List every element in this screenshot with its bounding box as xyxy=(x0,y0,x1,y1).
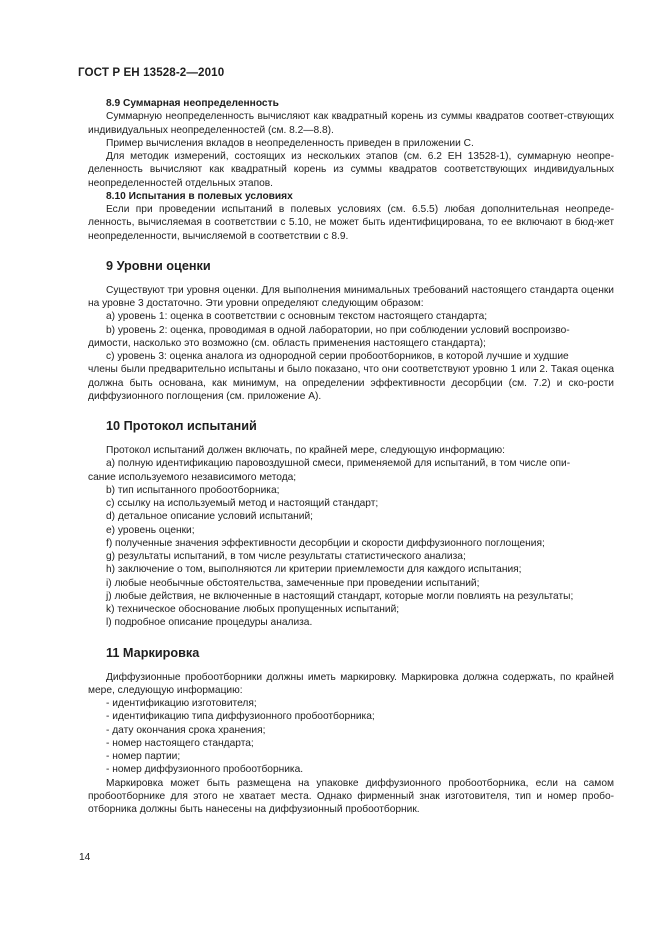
list-item-text: b) тип испытанного пробоотборника; xyxy=(106,484,280,496)
list-item-text: с) ссылку на используемый метод и настоящий стандарт; xyxy=(106,498,379,509)
section-9-title: 9 Уровни оценки xyxy=(106,258,211,273)
paragraph: Существуют три уровня оценки. Для выполнения минимальных требований настоящего стандарта оценки на уровне 3 достаточно. Эти уровни определяют следующим образом: xyxy=(88,284,614,309)
paragraph: Если при проведении испытаний в полевых условиях (см. 6.5.5) любая дополнительная неопреде-ленность, вычисляемая в соответствии с 5.10, не может быть идентифицирована, то ее включают в бюд-жет неопределенности, вычисляемой в соответствии с 8.9. xyxy=(88,204,614,242)
list-item-continuation: димости, насколько это возможно (см. область применения настоящего стандарта); xyxy=(88,337,486,349)
list-item: - номер партии; xyxy=(106,751,181,762)
list-item-text: е) уровень оценки; xyxy=(106,524,195,536)
paragraph: Для методик измерений, состоящих из нескольких этапов (см. 6.2 ЕН 13528-1), суммарную неопре-деленность вычисляют как квадратный корень из суммы квадратов соответствующих индивидуальных неопределенностей отдельных этапов. xyxy=(88,151,614,189)
list-item xyxy=(88,510,614,523)
list-item xyxy=(88,563,614,576)
list-item xyxy=(88,616,614,629)
list-item xyxy=(88,457,614,484)
list-item: - номер диффузионного пробоотборника. xyxy=(106,764,304,776)
list-item-text: f) полученные значения эффективности десорбции и скорости диффузионного поглощения; xyxy=(106,537,545,549)
document-body xyxy=(88,97,614,816)
list-item-text: а) полную идентификацию паровоздушной смеси, применяемой для испытаний, в том числе опи- xyxy=(106,458,571,470)
list-item: - идентификацию изготовителя; xyxy=(106,698,257,709)
list-item-text: k) техническое обоснование любых пропущенных испытаний; xyxy=(106,604,400,615)
list-item-text: с) уровень 3: оценка аналога из однородной серии пробоотборников, в которой лучшие и худшие xyxy=(106,351,569,362)
paragraph: Диффузионные пробоотборники должны иметь маркировку. Маркировка должна содержать, по крайней мере, следующую информацию: xyxy=(88,671,614,696)
list-item-text: l) подробное описание процедуры анализа. xyxy=(106,617,313,629)
list-item: - идентификацию типа диффузионного пробоотборника; xyxy=(106,711,375,723)
list-item xyxy=(88,537,614,550)
list-item xyxy=(88,524,614,537)
list-item-text: а) уровень 1: оценка в соответствии с основным текстом настоящего стандарта; xyxy=(106,311,488,323)
list-item xyxy=(88,350,614,403)
subsection-8-9-title: 8.9 Суммарная неопределенность xyxy=(106,98,279,109)
list-item-continuation: сание используемого независимого метода; xyxy=(88,471,297,483)
list-item xyxy=(88,497,614,510)
paragraph: Суммарную неопределенность вычисляют как квадратный корень из суммы квадратов соответ-ствующих индивидуальных неопределенностей (см. 8.2—8.8). xyxy=(88,111,614,136)
list-item xyxy=(88,324,614,351)
paragraph: Протокол испытаний должен включать, по крайней мере, следующую информацию: xyxy=(106,445,505,456)
document-header: ГОСТ Р ЕН 13528-2—2010 xyxy=(78,66,225,79)
page-number: 14 xyxy=(79,852,91,863)
list-item-text: b) уровень 2: оценка, проводимая в одной лаборатории, но при соблюдении условий воспроизво- xyxy=(106,324,570,336)
list-item-text: i) любые необычные обстоятельства, замеченные при проведении испытаний; xyxy=(106,577,480,589)
list-item-text: h) заключение о том, выполняются ли критерии приемлемости для каждого испытания; xyxy=(106,564,522,576)
paragraph: Пример вычисления вкладов в неопределенность приведен в приложении С. xyxy=(106,137,474,149)
list-item xyxy=(88,484,614,497)
section-10-title: 10 Протокол испытаний xyxy=(106,419,257,433)
subsection-8-10-title: 8.10 Испытания в полевых условиях xyxy=(106,190,293,202)
list-item: - номер настоящего стандарта; xyxy=(106,737,254,749)
list-item xyxy=(88,550,614,563)
list-item-text: d) детальное описание условий испытаний; xyxy=(106,511,313,523)
list-item-text: g) результаты испытаний, в том числе результаты статистического анализа; xyxy=(106,551,466,562)
section-11-title: 11 Маркировка xyxy=(106,645,200,660)
list-item xyxy=(88,310,614,323)
list-item xyxy=(88,577,614,590)
list-item xyxy=(88,590,614,603)
paragraph: Маркировка может быть размещена на упаковке диффузионного пробоотборника, если на самом пробоотборнике для этого не хватает места. Однако фирменный знак изготовителя, тип и номер пробо-отборника должны быть нанесены на диффузионный пробоотборник. xyxy=(88,777,614,815)
list-item-text: j) любые действия, не включенные в настоящий стандарт, которые могли повлиять на результаты; xyxy=(106,590,574,602)
list-item xyxy=(88,603,614,616)
list-item-continuation: члены были предварительно испытаны и было показано, что они соответствуют уровню 1 или 2. Такая оценка должна быть основана, как минимум, на определении эффективности десорбции (см. 7.2) и ско-рости диффузионного поглощения (см. приложение А). xyxy=(88,364,614,402)
list-item: - дату окончания срока хранения; xyxy=(106,724,266,736)
